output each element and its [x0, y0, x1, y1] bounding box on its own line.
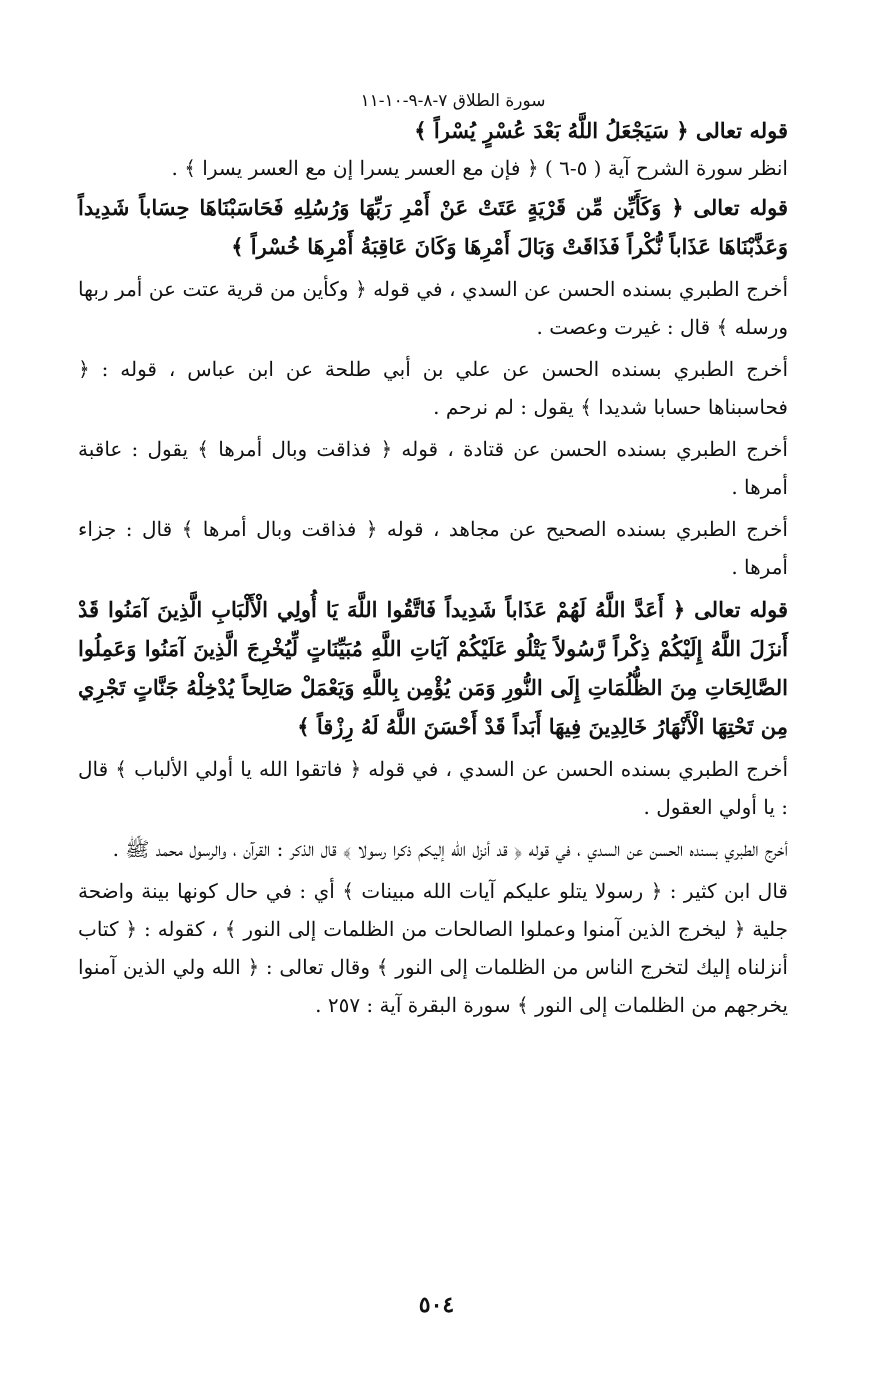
running-header: سورة الطلاق ٧-٨-٩-١٠-١١	[360, 91, 546, 111]
commentary-paragraph: أخرج الطبري بسنده الحسن عن قتادة ، قوله ﴿ فذاقت وبال أمرها ﴾ يقول : عاقبة أمرها .	[78, 437, 788, 499]
commentary-paragraph: أخرج الطبري بسنده الحسن عن علي بن أبي طلحة عن ابن عباس ، قوله : ﴿ فحاسبناها حسابا شديدا ﴾ يقول : لم نرحم .	[78, 357, 788, 419]
commentary-paragraph: أخرج الطبري بسنده الحسن عن السدي ، في قوله ﴿ فاتقوا الله يا أولي الألباب ﴾ قال : يا أولي العقول .	[78, 757, 788, 819]
quran-verse-1: قوله تعالى ﴿ سَيَجْعَلُ اللَّهُ بَعْدَ عُسْرٍ يُسْراً ﴾	[414, 118, 788, 143]
commentary-paragraph: أخرج الطبري بسنده الصحيح عن مجاهد ، قوله ﴿ فذاقت وبال أمرها ﴾ قال : جزاء أمرها .	[78, 517, 788, 579]
commentary-paragraph: أخرج الطبري بسنده الحسن عن السدي ، في قوله ﴿ قد أنزل الله إليكم ذكرا رسولا ﴾ قال الذكر : القرآن ، والرسول محمد ﷺ .	[112, 837, 788, 861]
quran-verse-2: قوله تعالى ﴿ وَكَأَيِّن مِّن قَرْيَةٍ عَتَتْ عَنْ أَمْرِ رَبِّهَا وَرُسُلِهِ فَحَاسَبْنَاهَا حِسَاباً شَدِيداً وَعَذَّبْنَاهَا عَذَاباً نُّكْراً فَذَاقَتْ وَبَالَ أَمْرِهَا وَكَانَ عَاقِبَةُ أَمْرِهَا خُسْراً ﴾	[78, 195, 788, 259]
commentary-paragraph: أخرج الطبري بسنده الحسن عن السدي ، في قوله ﴿ وكأين من قرية عتت عن أمر ربها ورسله ﴾ قال : غيرت وعصت .	[78, 277, 788, 339]
ibn-kathir-paragraph: قال ابن كثير : ﴿ رسولا يتلو عليكم آيات الله مبينات ﴾ أي : في حال كونها بينة واضحة جلية ﴿ ليخرج الذين آمنوا وعملوا الصالحات من الظلمات إلى النور ﴾ ، كقوله : ﴿ كتاب أنزلناه إليك لتخرج الناس من الظلمات إلى النور ﴾ وقال تعالى : ﴿ الله ولي الذين آمنوا يخرجهم من الظلمات إلى النور ﴾ سورة البقرة آية : ٢٥٧ .	[78, 879, 788, 1017]
page-number: ٥٠٤	[418, 1292, 455, 1318]
cross-reference-note: انظر سورة الشرح آية ( ٥-٦ ) ﴿ فإن مع العسر يسرا إن مع العسر يسرا ﴾ .	[171, 156, 788, 180]
quran-verse-3: قوله تعالى ﴿ أَعَدَّ اللَّهُ لَهُمْ عَذَاباً شَدِيداً فَاتَّقُوا اللَّهَ يَا أُولِي الْأَلْبَابِ الَّذِينَ آمَنُوا قَدْ أَنزَلَ اللَّهُ إِلَيْكُمْ ذِكْراً رَّسُولاً يَتْلُو عَلَيْكُمْ آيَاتِ اللَّهِ مُبَيِّنَاتٍ لِّيُخْرِجَ الَّذِينَ آمَنُوا وَعَمِلُوا الصَّالِحَاتِ مِنَ الظُّلُمَاتِ إِلَى النُّورِ وَمَن يُؤْمِن بِاللَّهِ وَيَعْمَلْ صَالِحاً يُدْخِلْهُ جَنَّاتٍ تَجْرِي مِن تَحْتِهَا الْأَنْهَارُ خَالِدِينَ فِيهَا أَبَداً قَدْ أَحْسَنَ اللَّهُ لَهُ رِزْقاً ﴾	[78, 597, 788, 739]
page-body	[78, 88, 788, 1024]
